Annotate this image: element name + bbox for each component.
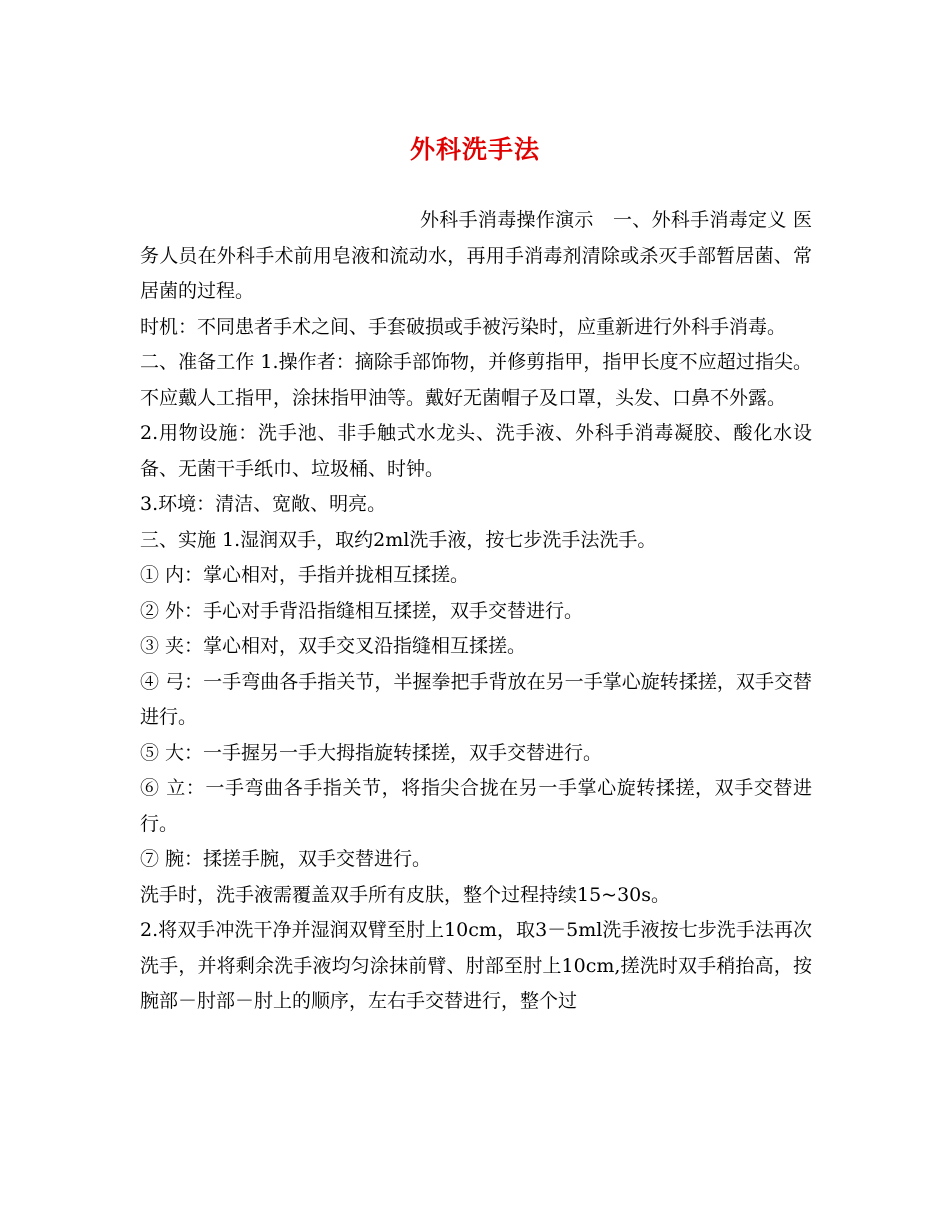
- paragraph-step-bow: ④ 弓：一手弯曲各手指关节，半握拳把手背放在另一手掌心旋转揉搓，双手交替进行。: [140, 670, 812, 728]
- paragraph-step-clip: ③ 夹：掌心相对，双手交叉沿指缝相互揉搓。: [140, 635, 527, 657]
- paragraph-step-inner: ① 内：掌心相对，手指并拢相互揉搓。: [140, 564, 470, 586]
- paragraph-preparation-environment: 3.环境：清洁、宽敞、明亮。: [140, 493, 387, 515]
- paragraph-implementation-step1: 三、实施 1.湿润双手，取约2ml洗手液，按七步洗手法洗手。: [140, 528, 657, 551]
- document-body: [140, 203, 812, 1020]
- document-title: 外科洗手法: [409, 135, 540, 164]
- paragraph-duration-note: 洗手时，洗手液需覆盖双手所有皮肤，整个过程持续15~30s。: [140, 883, 671, 906]
- paragraph-step-thumb: ⑤ 大：一手握另一手大拇指旋转揉搓，双手交替进行。: [140, 741, 603, 764]
- paragraph-implementation-step2: 2.将双手冲洗干净并湿润双臂至肘上10cm，取3－5ml洗手液按七步洗手法再次洗手，并将剩余洗手液均匀涂抹前臂、肘部至肘上10cm,搓洗时双手稍抬高，按腕部－肘部－肘上的顺序，左右手交替进行，整个过: [140, 919, 812, 1012]
- paragraph-definition: 外科手消毒操作演示 一、外科手消毒定义 医务人员在外科手术前用皂液和流动水，再用手消毒剂清除或杀灭手部暂居菌、常居菌的过程。: [140, 209, 812, 302]
- paragraph-step-stand: ⑥ 立：一手弯曲各手指关节，将指尖合拢在另一手掌心旋转揉搓，双手交替进行。: [140, 777, 812, 835]
- paragraph-step-wrist: ⑦ 腕：揉搓手腕，双手交替进行。: [140, 848, 432, 870]
- paragraph-step-outer: ② 外：手心对手背沿指缝相互揉搓，双手交替进行。: [140, 599, 584, 622]
- paragraph-preparation-supplies: 2.用物设施：洗手池、非手触式水龙头、洗手液、外科手消毒凝胶、酸化水设备、无菌干手纸巾、垃圾桶、时钟。: [140, 422, 812, 480]
- paragraph-preparation-operator: 二、准备工作 1.操作者：摘除手部饰物，并修剪指甲，指甲长度不应超过指尖。不应戴人工指甲，涂抹指甲油等。戴好无菌帽子及口罩，头发、口鼻不外露。: [140, 351, 812, 409]
- paragraph-timing: 时机：不同患者手术之间、手套破损或手被污染时，应重新进行外科手消毒。: [140, 315, 787, 338]
